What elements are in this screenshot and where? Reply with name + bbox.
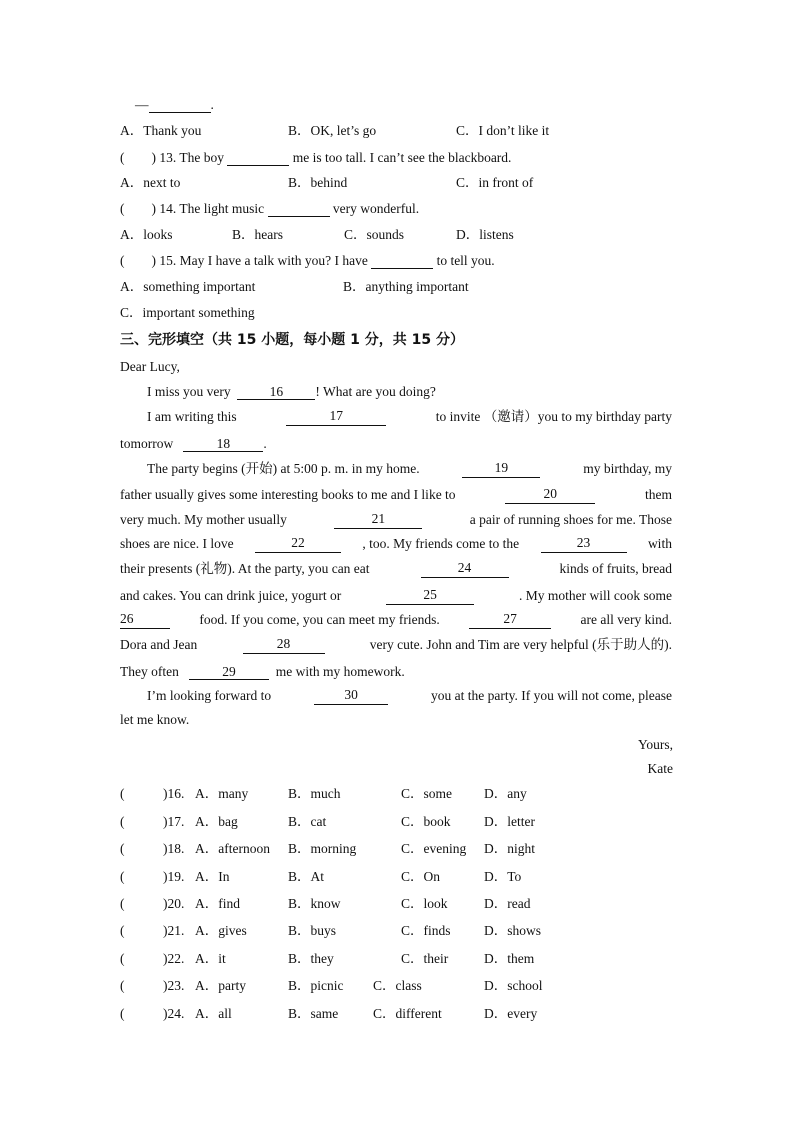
option[interactable]: B．At (288, 869, 325, 884)
option[interactable]: B．behind (288, 175, 348, 190)
question-number: )19. (163, 869, 185, 884)
option[interactable]: D．school (484, 978, 543, 993)
answer-paren[interactable]: ( (120, 978, 125, 993)
letter-p3-line7: 26 food. If you come, you can meet my friends. 27 are all very kind. (120, 611, 672, 627)
section-heading: 三、完形填空（共 15 小题，每小题 1 分，共 15 分） (120, 332, 464, 348)
letter-signature: Kate (647, 761, 673, 776)
option[interactable]: B．hears (232, 227, 283, 242)
answer-paren[interactable]: ( (120, 786, 125, 801)
option[interactable]: B．they (288, 951, 334, 966)
letter-p4-line2: let me know. (120, 712, 190, 727)
option[interactable]: B．cat (288, 814, 327, 829)
q12-reply-line: — . (135, 97, 214, 112)
cloze-blank[interactable]: 26 (120, 611, 170, 629)
option[interactable]: A．bag (195, 814, 238, 829)
answer-paren[interactable]: ( (120, 923, 125, 938)
cloze-blank[interactable]: 29 (189, 664, 269, 680)
letter-p3-line2: father usually gives some interesting books to me and I like to 20 them (120, 486, 672, 502)
cloze-blank[interactable]: 24 (421, 560, 509, 578)
q15-options-2 (120, 304, 255, 322)
option[interactable]: A．next to (120, 175, 181, 190)
option[interactable]: A．find (195, 896, 240, 911)
answer-paren[interactable]: ( (120, 951, 125, 966)
option[interactable]: D．To (484, 869, 522, 884)
option[interactable]: C．in front of (456, 175, 534, 190)
question-number: )22. (163, 951, 185, 966)
cloze-blank[interactable]: 17 (286, 408, 386, 426)
letter-p4-line1: I’m looking forward to 30 you at the party. If you will not come, please (147, 687, 672, 703)
answer-paren[interactable]: ( ) (120, 201, 156, 216)
option[interactable]: C．class (373, 978, 422, 993)
option[interactable]: C．I don’t like it (456, 123, 550, 138)
cloze-blank[interactable]: 16 (237, 384, 315, 400)
question-number: )16. (163, 786, 185, 801)
answer-blank[interactable] (149, 97, 211, 113)
cloze-blank[interactable]: 18 (183, 436, 263, 452)
q15-stem: ( ) 15. May I have a talk with you? I have to tell you. (120, 253, 495, 268)
answer-paren[interactable]: ( (120, 841, 125, 856)
option[interactable]: C．look (401, 896, 448, 911)
cloze-blank[interactable]: 23 (541, 535, 627, 553)
answer-paren[interactable]: ( (120, 814, 125, 829)
letter-p1: I miss you very 16 ! What are you doing? (147, 384, 436, 399)
letter-p3-line5: their presents (礼物). At the party, you can eat 24 kinds of fruits, bread (120, 560, 672, 576)
cloze-blank[interactable]: 30 (314, 687, 388, 705)
answer-paren[interactable]: ( (120, 896, 125, 911)
question-number: )21. (163, 923, 185, 938)
option[interactable]: C．their (401, 951, 449, 966)
letter-p3-line8: Dora and Jean 28 very cute. John and Tim are very helpful (乐于助人的). (120, 636, 672, 652)
cloze-blank[interactable]: 19 (462, 460, 540, 478)
answer-paren[interactable]: ( ) (120, 150, 156, 165)
question-number: )18. (163, 841, 185, 856)
option[interactable]: A．all (195, 1006, 232, 1021)
option[interactable]: C．book (401, 814, 451, 829)
q14-stem: ( ) 14. The light music very wonderful. (120, 201, 420, 216)
option[interactable]: D．read (484, 896, 531, 911)
answer-paren[interactable]: ( ) (120, 253, 156, 268)
option[interactable]: C．On (401, 869, 441, 884)
answer-blank[interactable] (227, 150, 289, 166)
option[interactable]: C．different (373, 1006, 442, 1021)
letter-greeting: Dear Lucy, (120, 359, 180, 374)
option[interactable]: C．some (401, 786, 453, 801)
option[interactable]: A．party (195, 978, 246, 993)
option[interactable]: D．listens (456, 227, 514, 242)
option[interactable]: B．OK, let’s go (288, 123, 377, 138)
option[interactable]: D．every (484, 1006, 538, 1021)
letter-p3-line6: and cakes. You can drink juice, yogurt or 25 . My mother will cook some (120, 587, 672, 603)
q15-options (120, 278, 469, 296)
letter-p3-line3: very much. My mother usually 21 a pair of running shoes for me. Those (120, 511, 672, 527)
answer-paren[interactable]: ( (120, 1006, 125, 1021)
letter-closing: Yours, (637, 737, 673, 752)
option[interactable]: D．night (484, 841, 536, 856)
q14-options (120, 226, 514, 244)
q13-stem: ( ) 13. The boy me is too tall. I can’t see the blackboard. (120, 150, 512, 165)
option[interactable]: B．picnic (288, 978, 344, 993)
cloze-blank[interactable]: 27 (469, 611, 551, 629)
q13-options (120, 174, 533, 192)
cloze-blank[interactable]: 22 (255, 535, 341, 553)
option[interactable]: A．gives (195, 923, 247, 938)
option[interactable]: A．afternoon (195, 841, 270, 856)
option[interactable]: D．letter (484, 814, 535, 829)
option[interactable]: C．sounds (344, 227, 405, 242)
answer-blank[interactable] (371, 253, 433, 269)
letter-p3-line9: They often 29 me with my homework. (120, 664, 405, 679)
option[interactable]: A．it (195, 951, 226, 966)
option[interactable]: A．something important (120, 279, 256, 294)
question-number: )23. (163, 978, 185, 993)
option[interactable]: D．shows (484, 923, 542, 938)
question-number: )20. (163, 896, 185, 911)
option[interactable]: C．important something (120, 305, 255, 320)
question-number: )17. (163, 814, 185, 829)
option[interactable]: B．much (288, 786, 341, 801)
option[interactable]: C．finds (401, 923, 451, 938)
letter-p2-line1: I am writing this 17 to invite （邀请）you to my birthday party (147, 408, 672, 424)
option[interactable]: B．buys (288, 923, 337, 938)
answer-paren[interactable]: ( (120, 869, 125, 884)
option[interactable]: B．anything important (343, 279, 469, 294)
cloze-blank[interactable]: 20 (505, 486, 595, 504)
letter-p3-line4: shoes are nice. I love 22 , too. My friends come to the 23 with (120, 535, 672, 551)
answer-blank[interactable] (268, 201, 330, 217)
option[interactable]: A．Thank you (120, 123, 202, 138)
option[interactable]: B．morning (288, 841, 357, 856)
option[interactable]: A．In (195, 869, 230, 884)
option[interactable]: B．same (288, 1006, 339, 1021)
cloze-blank[interactable]: 28 (243, 636, 325, 654)
letter-p3-line1: The party begins (开始) at 5:00 p. m. in my home. 19 my birthday, my (147, 460, 672, 476)
option[interactable]: A．looks (120, 227, 173, 242)
option[interactable]: D．them (484, 951, 535, 966)
cloze-blank[interactable]: 25 (386, 587, 474, 605)
letter-p2-line2: tomorrow 18 . (120, 436, 267, 451)
option[interactable]: C．evening (401, 841, 467, 856)
q12-options (120, 122, 549, 140)
option[interactable]: A．many (195, 786, 249, 801)
option[interactable]: B．know (288, 896, 341, 911)
question-number: )24. (163, 1006, 185, 1021)
option[interactable]: D．any (484, 786, 527, 801)
cloze-blank[interactable]: 21 (334, 511, 422, 529)
